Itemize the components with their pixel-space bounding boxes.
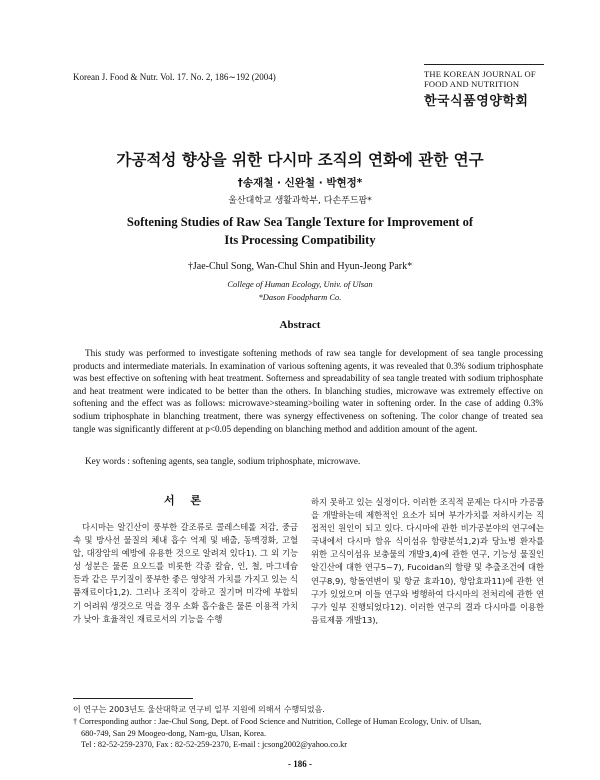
corresponding-author: † Corresponding author : Jae-Chul Song, Dept. of Food Science and Nutrition, College of Human Ecology, Univ. of Ulsan,: [73, 716, 482, 726]
journal-masthead: [424, 64, 544, 109]
abstract-heading: Abstract: [279, 319, 321, 331]
footnote-divider: [73, 698, 193, 699]
journal-name-en-line1: THE KOREAN JOURNAL OF: [424, 69, 536, 79]
page-number: - 186 -: [288, 759, 312, 769]
authors-english: †Jae-Chul Song, Wan-Chul Shin and Hyun-Jeong Park*: [187, 261, 413, 272]
abstract-body: [73, 347, 543, 435]
journal-citation: Korean J. Food & Nutr. Vol. 17. No. 2, 186∼192 (2004): [73, 72, 276, 82]
affiliation-english-2: *Dason Foodpharm Co.: [258, 292, 342, 302]
author-address: 680-749, San 29 Moogeo-dong, Nam-gu, Ulsan, Korea.: [81, 728, 267, 738]
intro-left-column: [73, 492, 298, 626]
section-heading-intro: 서 론: [163, 494, 208, 507]
paper-title-korean: 가공적성 향상을 위한 다시마 조직의 연화에 관한 연구: [116, 151, 484, 169]
intro-right-column: [311, 496, 544, 627]
footnotes: [73, 704, 548, 751]
journal-name-kr: 한국식품영양학회: [424, 94, 529, 109]
affiliation-english-1: College of Human Ecology, Univ. of Ulsan: [227, 279, 373, 289]
paper-title-english: [60, 213, 540, 249]
authors-korean: †송재철 · 신완철 · 박현정*: [237, 177, 363, 189]
title-en-line2: Its Processing Compatibility: [224, 233, 376, 247]
intro-left-text: 다시마는 알긴산이 풍부한 갈조류로 콜레스테롤 저감, 중금속 및 방사선 물질의 체내 흡수 억제 및 배출, 동맥경화, 고혈압, 대장암의 예방에 유용한 것으로 알려져 있다1). 그 외 기능성 성분은 물론 요오드를 비롯한 각종 칼슘, 인, 철, 마그네슘 등과 같은 무기질이 풍부한 좋은 영양적 가치를 가지고 있는 식품재료이다1,2). 그러나 조직이 강하고 질기며 미각에 부합되기 어려워 생것으로 먹을 경우 소화 흡수율은 물론 이용적 가치가 낮아 효율적인 재료로서의 기능을 수행: [73, 522, 298, 624]
title-en-line1: Softening Studies of Raw Sea Tangle Texture for Improvement of: [126, 215, 474, 229]
funding-note: 이 연구는 2003년도 울산대학교 연구비 일부 지원에 의해서 수행되었음.: [73, 705, 325, 714]
intro-right-text: 하지 못하고 있는 실정이다. 이러한 조직적 문제는 다시마 가공품을 개발하는데 제한적인 요소가 되며 부가가치를 저하시키는 직접적인 원인이 되고 있다. 다시마에 관한 비가공분야의 연구에는 국내에서 다시마 함유 식이섬유 함량분석1,2)과 당뇨병 환자를 위한 고식이섬유 보충물의 개발3,4)에 관한 연구, 기능성 물질인 알긴산에 대한 연구5~7), Fucoidan의 함량 및 추출조건에 대한 연구8,9), 항돌연변이 및 항균 효과10), 항암효과11)에 관한 연구가 있었으며 이들 연구와 병행하여 다시마의 전처리에 관한 연구가 일부 진행되었다12). 이러한 연구의 결과 다시마를 이용한 음료제품 개발13),: [311, 497, 544, 625]
journal-name-en-line2: FOOD AND NUTRITION: [424, 79, 520, 89]
abstract-text: This study was performed to investigate softening methods of raw sea tangle for development of sea tangle processing products and intermediate materials. In examination of various softening agents, it was revealed that 0.3% sodium triphosphate was best effective on softening with heat treatment. Softerness and spreadability of sea tangle treated with sodium triphosphate and heat treatment were indicated to be better than the others. In blanching studies, microwave was extremely effective on softening and the effect was as follows: microwave>steaming>boiling water in softening order. In the case of adding 0.3% sodium triphosphate in blanching treatment, there was synergy effectiveness on softening. The color change of treated sea tangle was significantly different at p<0.05 depending on blanching method and addition amount of the agent.: [73, 348, 543, 434]
affiliation-korean: 울산대학교 생활과학부, 다손푸드팜*: [228, 196, 372, 206]
keywords: Key words : softening agents, sea tangle, sodium triphosphate, microwave.: [85, 456, 361, 466]
contact-info: Tel : 82-52-259-2370, Fax : 82-52-259-2370, E-mail : jcsong2002@yahoo.co.kr: [81, 740, 348, 750]
